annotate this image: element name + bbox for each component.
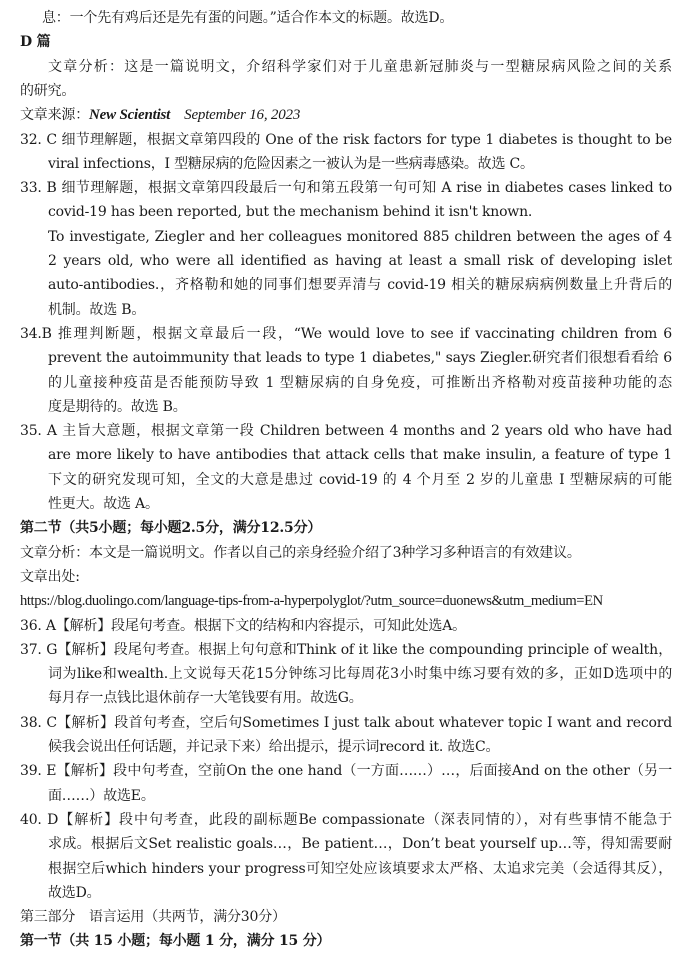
line-text: are more likely to have antibodies that attack cells that make insulin, a feature of type 1 <box>48 447 672 464</box>
line-text: 35. A 主旨大意题，根据文章第一段 Children between 4 months and 2 years old who have had <box>20 423 672 440</box>
text-line <box>48 55 672 79</box>
text-line <box>20 419 672 443</box>
line-text: 下文的研究发现可知，全文的大意是患过 covid-19 的 4 个月至 2 岁的儿童患 I 型糖尿病的可能 <box>48 471 672 488</box>
line-text: 37. G【解析】段尾句考查。根据上句句意和Think of it like the compounding principle of wealth， <box>20 641 672 658</box>
text-line <box>20 322 672 346</box>
text-line <box>20 30 672 54</box>
text-line <box>20 929 672 953</box>
line-text: 候我会说出任何话题，并记录下来）给出提示，提示词record it. 故选C。 <box>48 739 500 755</box>
line-text: 文章来源： <box>20 107 89 124</box>
line-text: 度是期待的。故选 B。 <box>48 398 187 415</box>
text-line <box>48 249 672 273</box>
line-text: 的研究。 <box>20 82 76 99</box>
line-text: auto-antibodies.，齐格勒和她的同事们想要弄清与 covid-19 相关的糖尿病病例数量上升背后的 <box>48 277 672 294</box>
line-text: 34.B 推理判断题，根据文章最后一段，“We would love to see if vaccinating children from 6 <box>20 325 672 342</box>
text-line <box>20 638 672 662</box>
line-text: D 篇 <box>20 34 51 51</box>
line-text: 每月存一点钱比退休前存一大笔钱要有用。故选G。 <box>48 690 363 707</box>
text-line <box>48 686 672 710</box>
line-text: To investigate, Ziegler and her colleagues monitored 885 children between the ages of 4 <box>48 228 672 245</box>
text-line <box>48 881 672 905</box>
text-line <box>48 200 672 224</box>
line-text: 性更大。故选 A。 <box>48 496 159 512</box>
line-text: 33. B 细节理解题，根据文章第四段最后一句和第五段第一句可知 A rise in diabetes cases linked to <box>20 180 672 197</box>
line-text: 机制。故选 B。 <box>48 301 146 318</box>
text-line <box>20 711 672 735</box>
text-line <box>20 759 672 783</box>
text-line <box>20 808 672 832</box>
line-text: 故选D。 <box>48 884 101 901</box>
line-text: 面……）故选E。 <box>48 787 155 804</box>
source-publication: New Scientist <box>89 107 171 124</box>
line-text: viral infections，I 型糖尿病的危险因素之一被认为是一些病毒感染。故选 C。 <box>48 155 534 172</box>
text-line <box>48 371 672 395</box>
text-line <box>20 79 672 103</box>
text-line <box>48 298 672 322</box>
line-text: 2 years old, who were all identified as having at least a small risk of developing islet <box>48 253 672 269</box>
text-line <box>48 395 672 419</box>
text-line <box>48 273 672 297</box>
line-text: 第二节（共5小题；每小题2.5分，满分12.5分） <box>20 520 322 537</box>
line-text: 32. C 细节理解题，根据文章第四段的 One of the risk factors for type 1 diabetes is thought to be <box>20 131 672 148</box>
line-text: 文章分析：本文是一篇说明文。作者以自己的亲身经验介绍了3种学习多种语言的有效建议。 <box>20 544 581 561</box>
line-text: prevent the autoimmunity that leads to type 1 diabetes," says Ziegler.研究者们很想看看给 6 <box>48 350 672 367</box>
text-line <box>48 225 672 249</box>
line-text: 根据空后which hinders your progress可知空处应该填要求太严格、太追求完美（会适得其反）， <box>48 860 672 877</box>
line-text: 求成。根据后文Set realistic goals…，Be patient…，Don’t beat yourself up…等，得知需要耐 <box>48 836 672 853</box>
text-line <box>20 516 672 540</box>
text-line <box>20 128 672 152</box>
text-line <box>20 176 672 200</box>
text-line <box>48 662 672 686</box>
line-text: 词为like和wealth.上文说每天花15分钟练习比每周花3小时集中练习要有效的多，正如D选项中的 <box>48 666 672 683</box>
text-line <box>20 614 672 638</box>
line-text: 36. A【解析】段尾句考查。根据下文的结构和内容提示，可知此处选A。 <box>20 617 466 634</box>
source-date: September 16, 2023 <box>184 107 301 124</box>
line-text: covid-19 has been reported, but the mechanism behind it isn't known. <box>48 204 533 221</box>
text-line <box>48 346 672 370</box>
text-line <box>20 905 672 929</box>
text-line <box>48 468 672 492</box>
line-text: https://blog.duolingo.com/language-tips-from-a-hyperpolyglot/?utm_source=duonews&utm_medium=EN <box>20 593 603 610</box>
text-line <box>48 832 672 856</box>
text-line <box>20 103 672 127</box>
text-line <box>20 565 672 589</box>
text-line <box>42 6 672 30</box>
text-line <box>48 735 672 759</box>
text-line[interactable] <box>20 589 672 613</box>
line-text: 第三部分 语言运用（共两节，满分30分） <box>20 909 286 926</box>
line-text: 39. E【解析】段中句考查，空前On the one hand（一方面……）…，后面接And on the other（另一 <box>20 763 672 780</box>
text-line <box>20 541 672 565</box>
text-line <box>48 857 672 881</box>
text-line <box>48 443 672 467</box>
text-line <box>48 152 672 176</box>
line-text: 的儿童接种疫苗是否能预防导致 1 型糖尿病的自身免疫，可推断出齐格勒对疫苗接种功能的态 <box>48 374 672 391</box>
line-text: 文章分析：这是一篇说明文，介绍科学家们对于儿童患新冠肺炎与一型糖尿病风险之间的关系 <box>48 58 672 75</box>
line-text: 第一节（共 15 小题；每小题 1 分，满分 15 分） <box>20 933 331 950</box>
line-text: 息：一个先有鸡后还是先有蛋的问题。”适合作本文的标题。故选D。 <box>42 10 454 26</box>
line-text: 40. D【解析】段中句考查，此段的副标题Be compassionate（深表同情的），对有些事情不能急于 <box>20 811 672 828</box>
text-line <box>48 492 672 516</box>
line-text: 文章出处: <box>20 568 80 585</box>
line-text: 38. C【解析】段首句考查，空后句Sometimes I just talk about whatever topic I want and record <box>20 714 672 731</box>
text-line <box>48 784 672 808</box>
